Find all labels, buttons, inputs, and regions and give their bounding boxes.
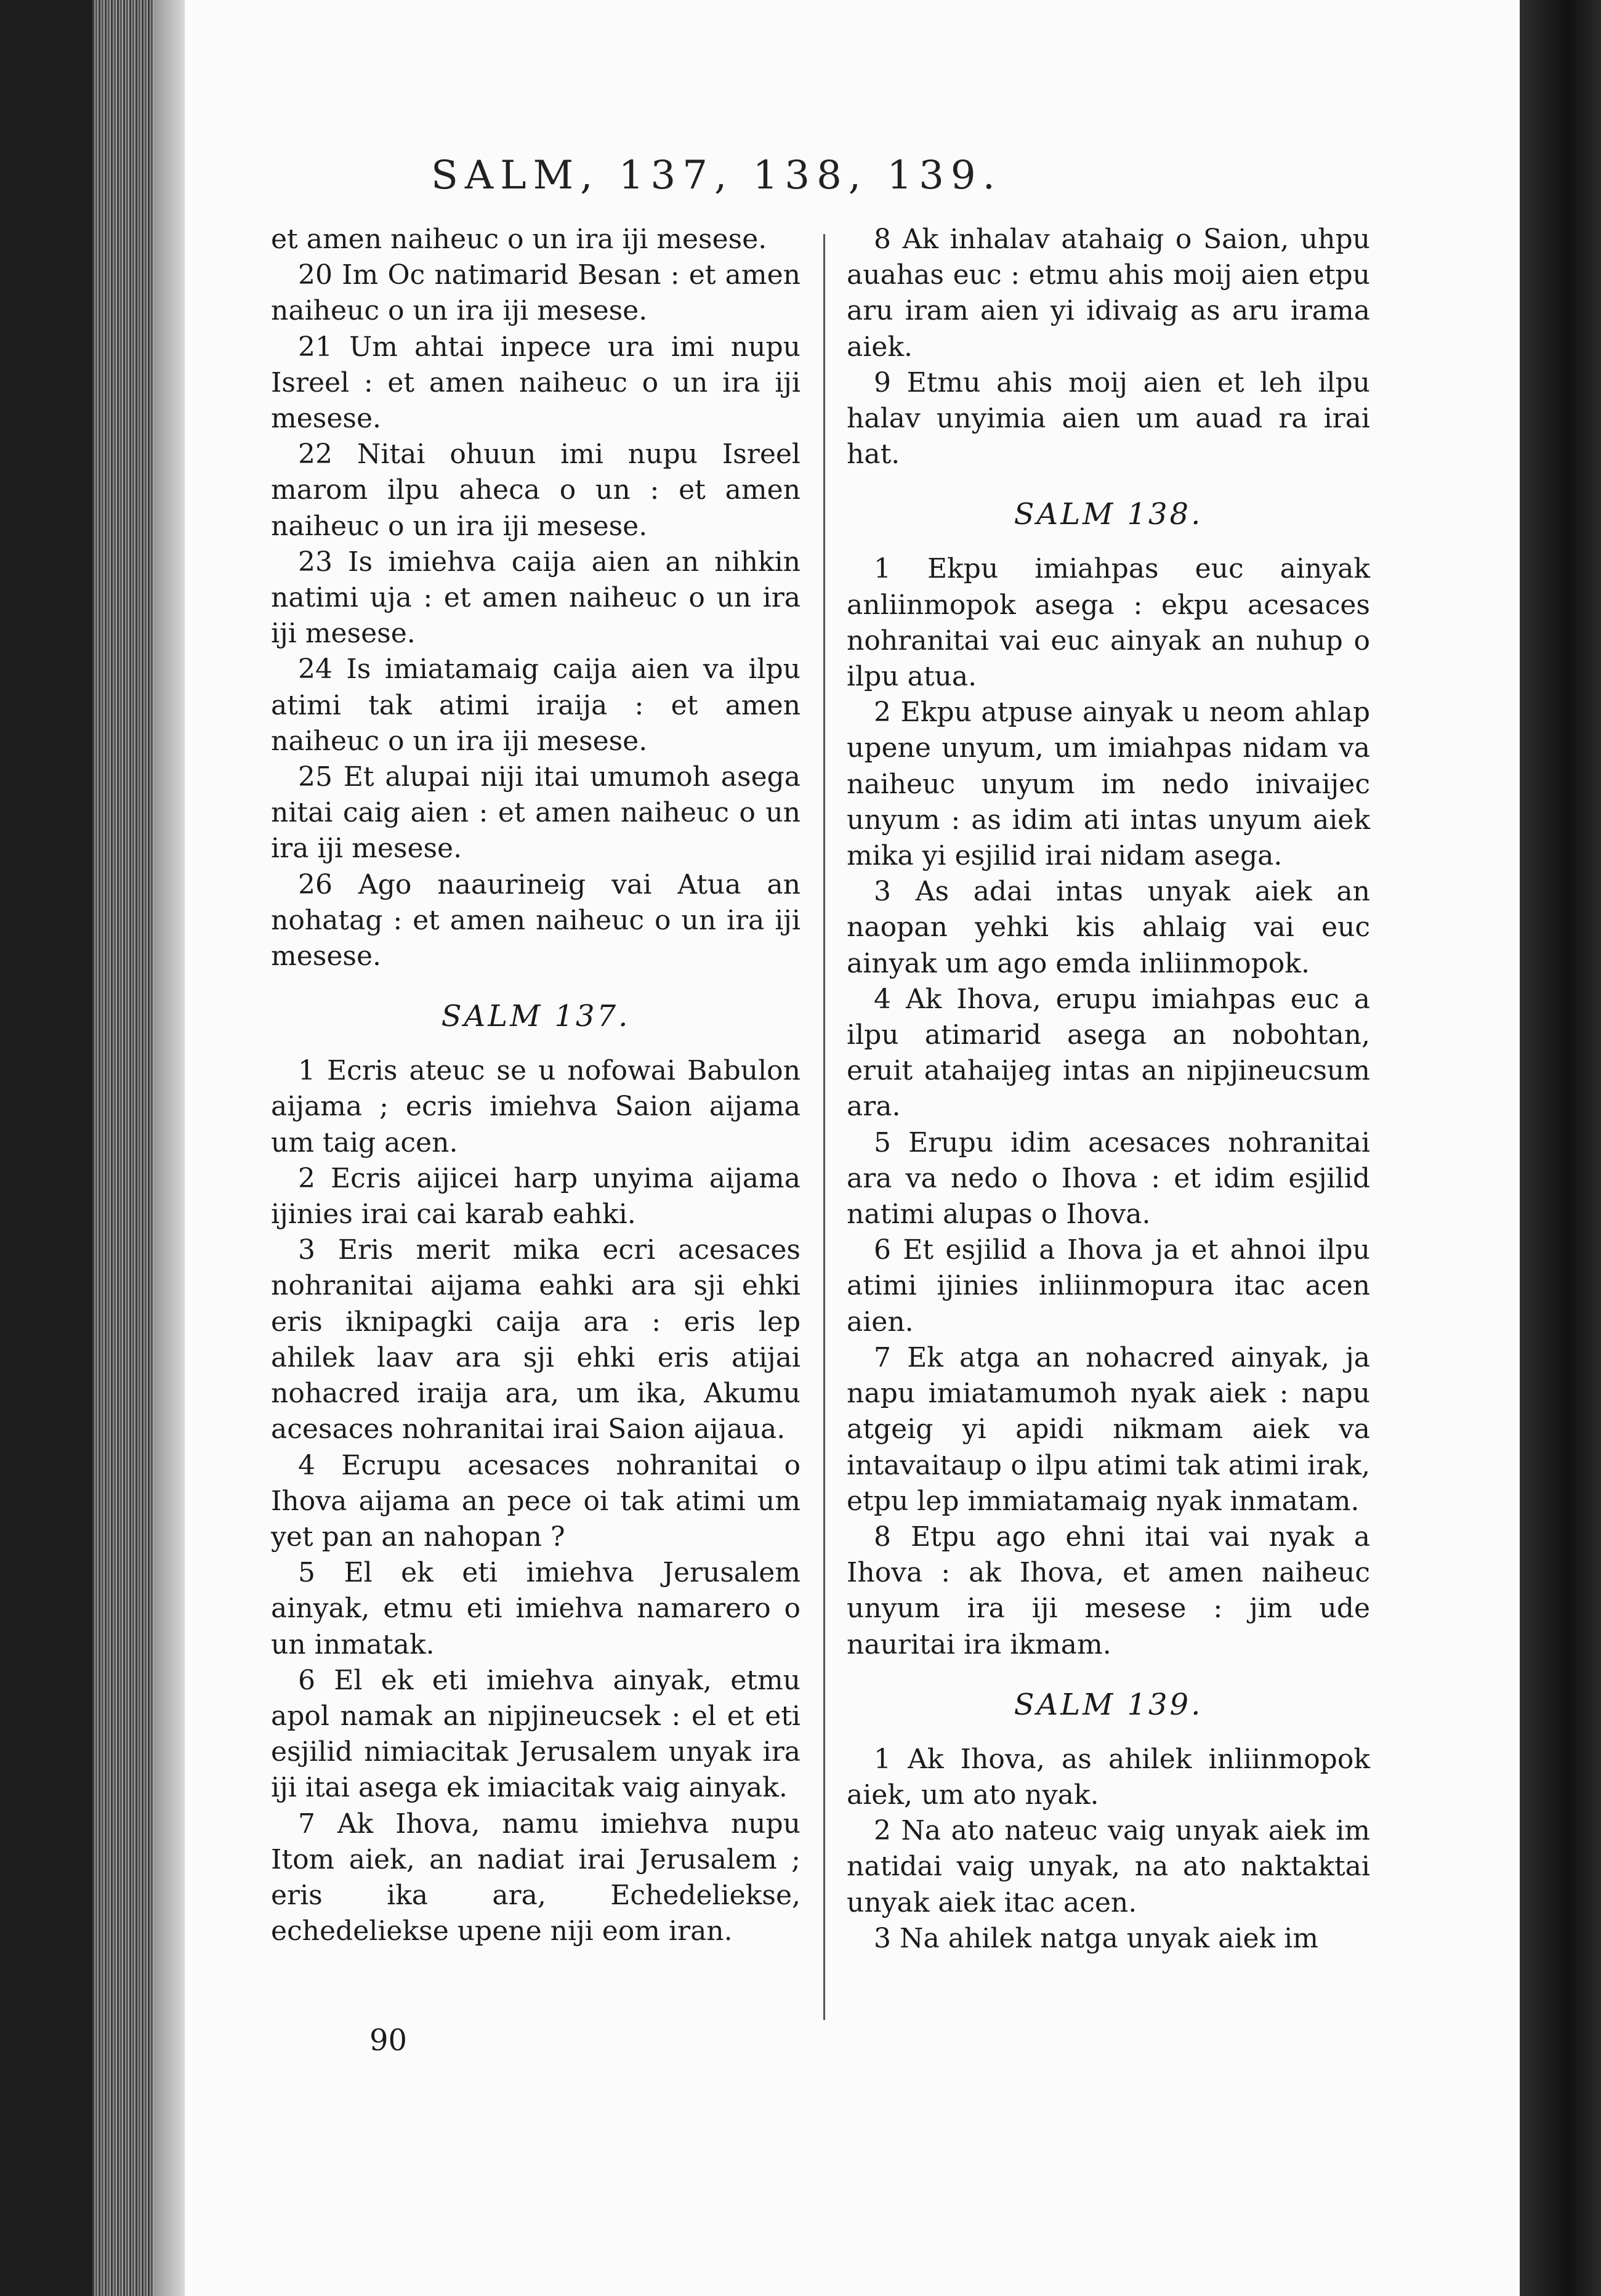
verse: 1 Ecris ateuc se u nofowai Babulon aijama ; ecris imiehva Saion aijama um taig acen. <box>271 1055 800 1158</box>
book-page-edges <box>92 0 154 2296</box>
verse: 4 Ecrupu acesaces nohranitai o Ihova aijama an pece oi tak atimi um yet pan an nahopan ? <box>271 1449 800 1553</box>
verse: 1 Ak Ihova, as ahilek inliinmopok aiek, um ato nyak. <box>847 1743 1370 1811</box>
right-column <box>847 222 1370 1957</box>
verse: 6 Et esjilid a Ihova ja et ahnoi ilpu atimi ijinies inliinmopura itac acen aien. <box>847 1234 1370 1338</box>
verse: 24 Is imiatamaig caija aien va ilpu atimi tak atimi iraija : et amen naiheuc o un ira iji mesese. <box>271 653 800 757</box>
verse: 8 Etpu ago ehni itai vai nyak a Ihova : ak Ihova, et amen naiheuc unyum ira iji mesese : jim ude nauritai ira ikmam. <box>847 1521 1370 1660</box>
page-number: 90 <box>369 2023 408 2058</box>
scan-background-right <box>1520 0 1601 2296</box>
verse: 6 El ek eti imiehva ainyak, etmu apol namak an nipjineucsek : el et eti esjilid nimiacitak Jerusalem unyak ira iji itai asega ek imiacitak vaig ainyak. <box>271 1664 800 1804</box>
verse: 2 Ecris aijicei harp unyima aijama ijinies irai cai karab eahki. <box>271 1162 800 1231</box>
verse: 22 Nitai ohuun imi nupu Isreel marom ilpu aheca o un : et amen naiheuc o un ira iji mesese. <box>271 439 800 542</box>
verse: 23 Is imiehva caija aien an nihkin natimi uja : et amen naiheuc o un ira iji mesese. <box>271 546 800 650</box>
column-divider <box>823 234 825 2020</box>
verse: 3 As adai intas unyak aiek an naopan yehki kis ahlaig vai euc ainyak um ago emda inliinmopok. <box>847 876 1370 979</box>
verse: et amen naiheuc o un ira iji mesese. <box>271 224 767 255</box>
running-head: SALM, 137, 138, 139. <box>431 153 1002 198</box>
verse: 9 Etmu ahis moij aien et leh ilpu halav unyimia aien um auad ra irai hat. <box>847 366 1370 471</box>
verse: 3 Na ahilek natga unyak aiek im <box>874 1922 1318 1954</box>
verse: 2 Ekpu atpuse ainyak u neom ahlap upene unyum, um imiahpas nidam va naiheuc unyum im nedo inivaijec unyum : as idim ati intas unyum aiek mika yi esjilid irai nidam asega. <box>847 697 1370 872</box>
psalm-heading: SALM 138. <box>1014 497 1203 532</box>
verse: 2 Na ato nateuc vaig unyak aiek im natidai vaig unyak, na ato naktaktai unyak aiek itac acen. <box>847 1815 1370 1918</box>
verse: 5 Erupu idim acesaces nohranitai ara va nedo o Ihova : et idim esjilid natimi alupas o Ihova. <box>847 1126 1370 1231</box>
verse: 7 Ek atga an nohacred ainyak, ja napu imiatamumoh nyak aiek : napu atgeig yi apidi nikmam aiek va intavaitaup o ilpu atimi tak atimi irak, etpu lep immiatamaig nyak inmatam. <box>847 1341 1370 1517</box>
verse: 3 Eris merit mika ecri acesaces nohranitai aijama eahki ara sji ehki eris iknipagki caija ara : eris lep ahilek laav ara sji ehki eris atijai nohacred iraija ara, um ika, Akumu acesaces nohranitai irai Saion aijaua. <box>271 1234 800 1445</box>
verse: 26 Ago naaurineig vai Atua an nohatag : et amen naiheuc o un ira iji mesese. <box>271 868 800 972</box>
left-column <box>271 222 800 1949</box>
verse: 4 Ak Ihova, erupu imiahpas euc a ilpu atimarid asega an nobohtan, eruit atahaijeg intas an nipjineucsum ara. <box>847 983 1370 1123</box>
verse: 21 Um ahtai inpece ura imi nupu Isreel : et amen naiheuc o un ira iji mesese. <box>271 331 800 435</box>
verse: 1 Ekpu imiahpas euc ainyak anliinmopok asega : ekpu acesaces nohranitai vai euc ainyak an nuhup o ilpu atua. <box>847 553 1370 693</box>
verse: 7 Ak Ihova, namu imiehva nupu Itom aiek, an nadiat irai Jerusalem ; eris ika ara, Echedeliekse, echedeliekse upene niji eom iran. <box>271 1808 800 1947</box>
verse: 8 Ak inhalav atahaig o Saion, uhpu auahas euc : etmu ahis moij aien etpu aru iram aien yi idivaig as aru irama aiek. <box>847 224 1370 363</box>
verse: 5 El ek eti imiehva Jerusalem ainyak, etmu eti imiehva namarero o un inmatak. <box>271 1557 800 1660</box>
psalm-heading: SALM 137. <box>441 999 631 1034</box>
verse: 20 Im Oc natimarid Besan : et amen naiheuc o un ira iji mesese. <box>271 259 800 327</box>
verse: 25 Et alupai niji itai umumoh asega nitai caig aien : et amen naiheuc o un ira iji mesese. <box>271 761 800 865</box>
psalm-heading: SALM 139. <box>1014 1687 1203 1722</box>
